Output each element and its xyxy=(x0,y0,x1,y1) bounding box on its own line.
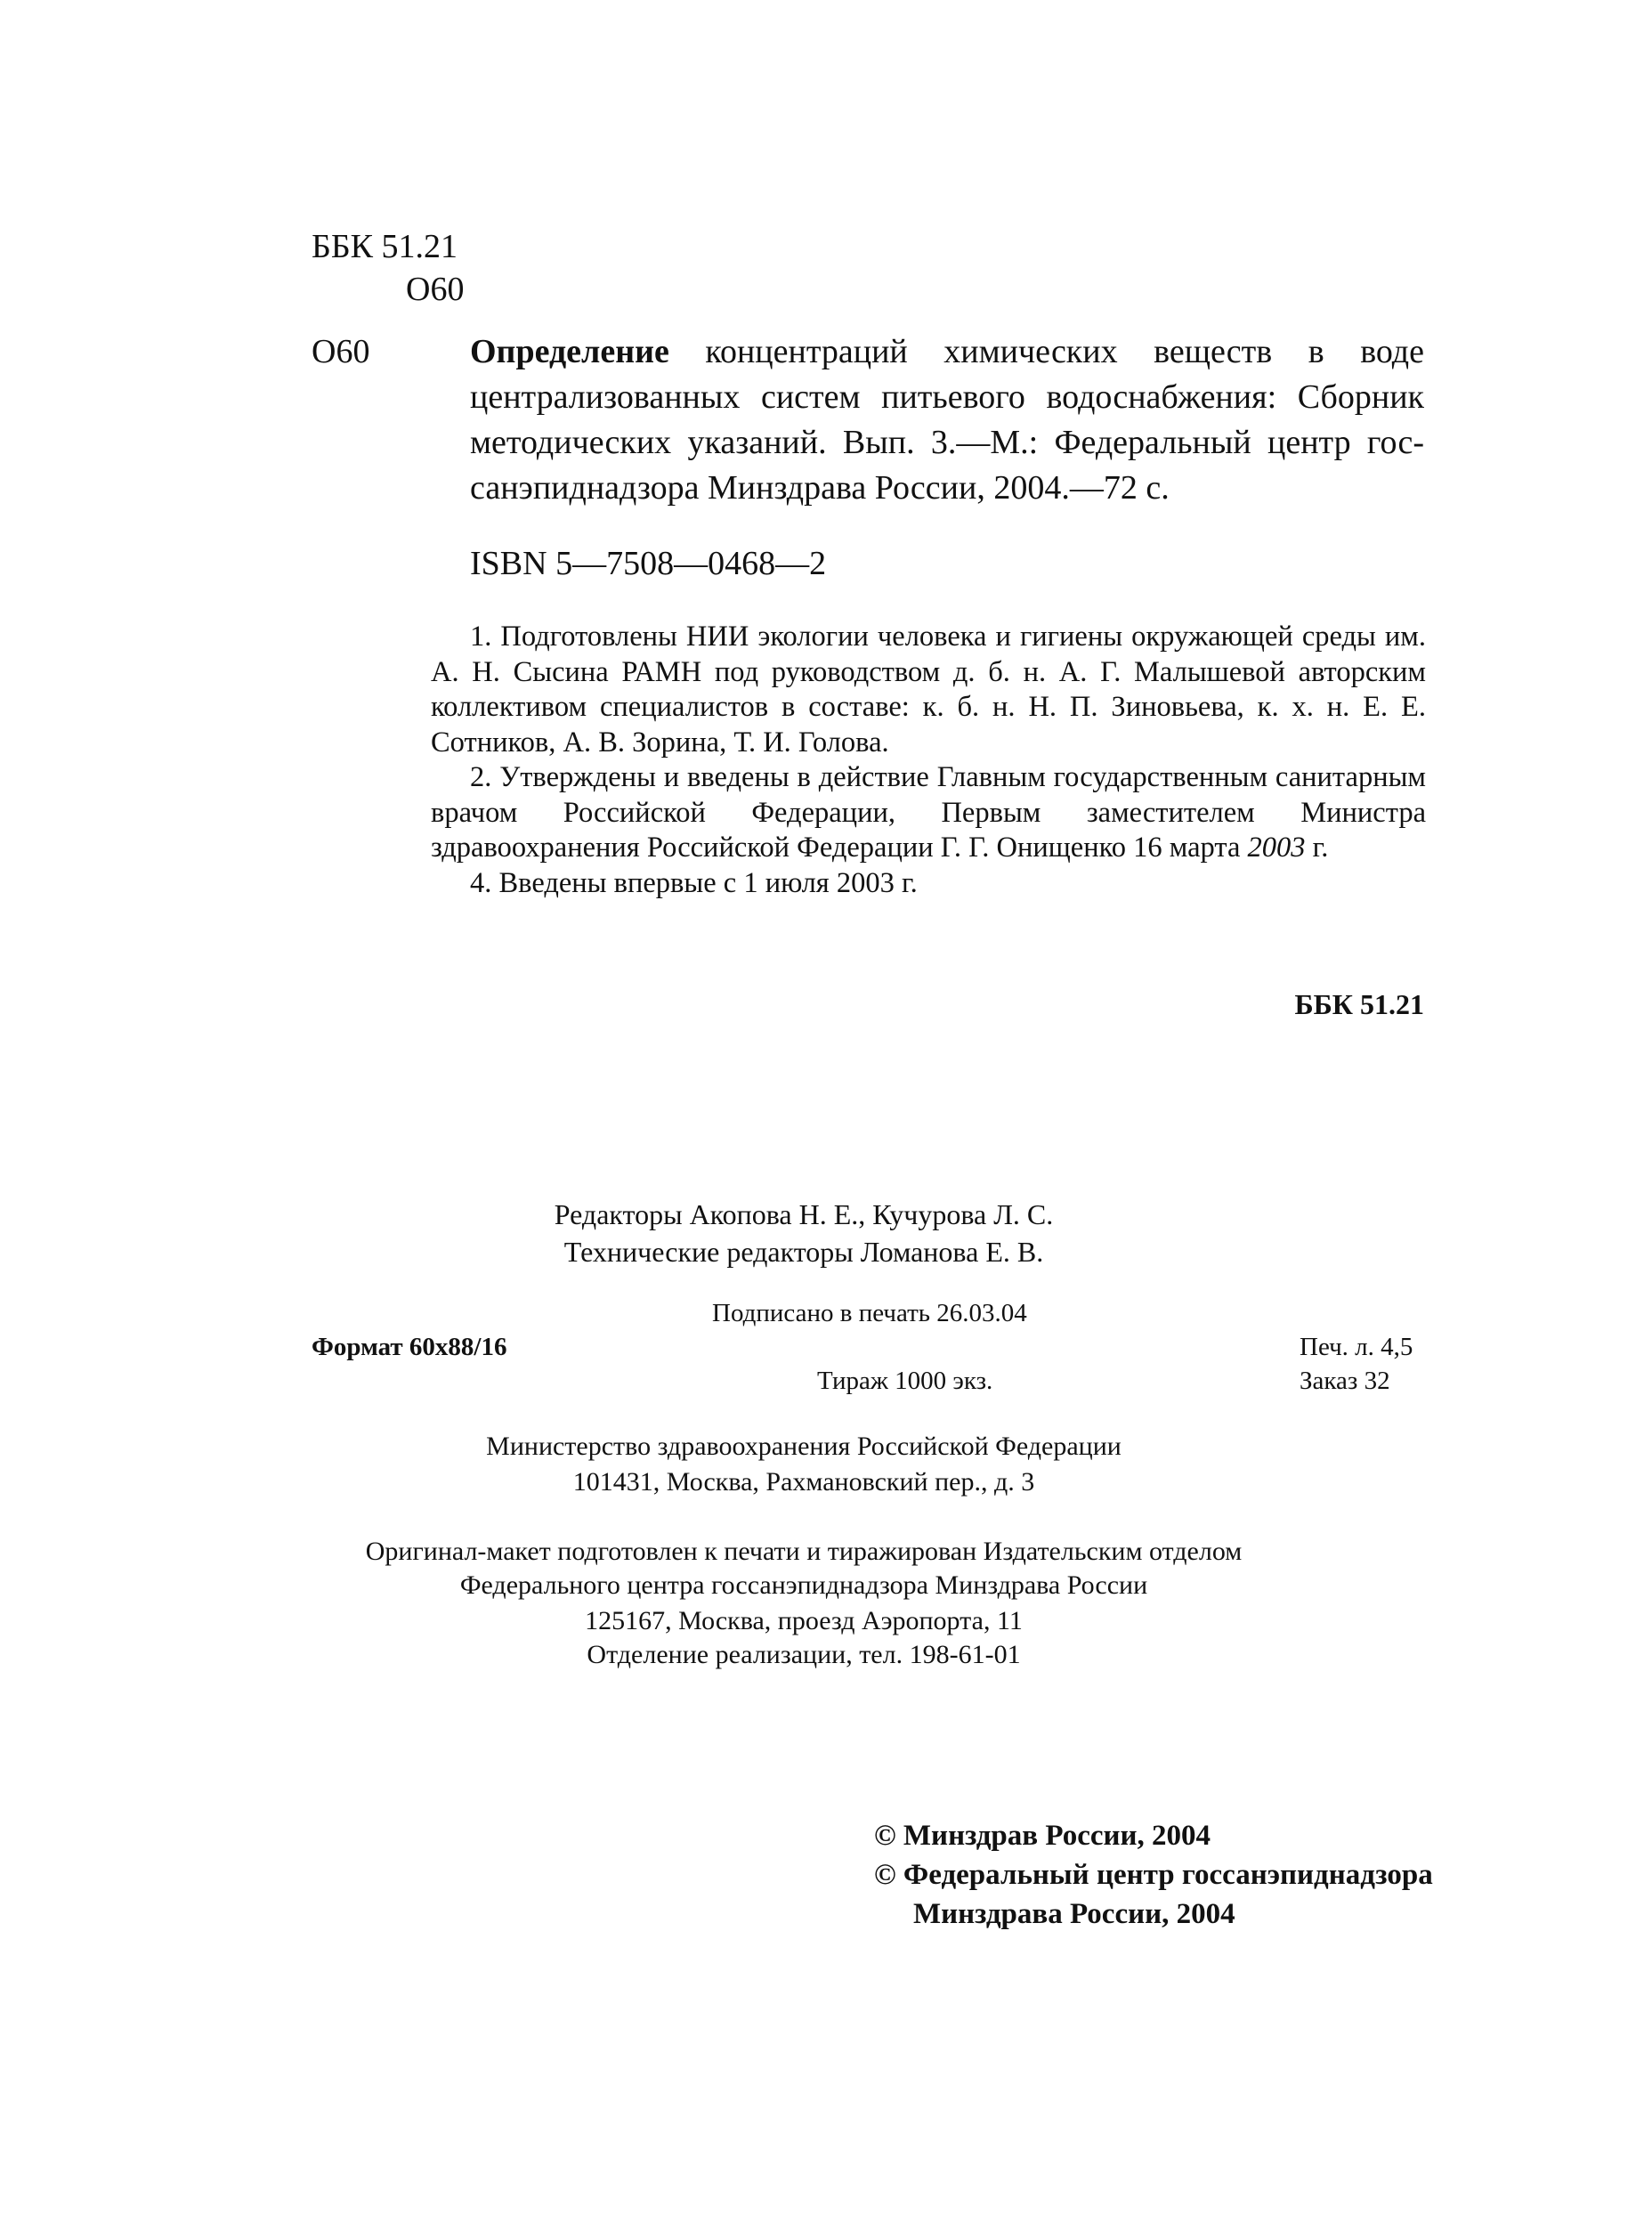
order-number: Заказ 32 xyxy=(1300,1367,1390,1395)
sales-department: Отделение реализации, тел. 198-61-01 xyxy=(587,1640,1021,1669)
ministry-address-row xyxy=(0,1469,1652,1496)
original-line1-row xyxy=(0,1538,1652,1565)
note-item-1: 1. Подготовлены НИИ экологии человека и гигиены окружающей среды им. А. Н. Сысина РАМН под руководством д. б. н. А. Г. Малышевой авторским коллективом специалистов в составе: к. б. н. Н. П. Зиновьева, к. х. н. Е. Е. Сотников, А. В. Зорина, Т. И. Голова. xyxy=(431,621,1426,759)
editors-row xyxy=(0,1200,1652,1229)
ministry: Министерство здравоохранения Российской Федерации xyxy=(486,1432,1122,1461)
bbk-code-bottom: ББК 51.21 xyxy=(1294,988,1424,1020)
annotation-title: Определение xyxy=(470,333,669,370)
note-item-2-year: 2003 xyxy=(1247,832,1306,864)
annotation-text: концентраций химических веществ в воде централизованных систем питьевого водоснабжения: Сборник методических указаний. Вып. 3.—М.: Федеральный центр госсанэпиднадзора Минздрава России, 2004.—72 с. xyxy=(470,333,1424,507)
note-item-2-text: 2. Утверждены и введены в действие Главным государственным санитарным врачом Российской Федерации, Первым заместителем Министра здравоохранения Российской Федерации Г. Г. Онищенко 16 марта xyxy=(431,761,1426,864)
isbn: ISBN 5—7508—0468—2 xyxy=(470,545,827,582)
original-line2: Федерального центра госсанэпиднадзора Минздрава России xyxy=(459,1570,1148,1600)
original-address: 125167, Москва, проезд Аэропорта, 11 xyxy=(585,1606,1023,1635)
copyright-line-2: © Федеральный центр госсанэпиднадзора xyxy=(874,1859,1433,1891)
sales-row xyxy=(0,1642,1652,1668)
original-address-row xyxy=(0,1608,1652,1635)
note-item-4: 4. Введены впервые с 1 июля 2003 г. xyxy=(470,866,918,899)
note-item-2 xyxy=(431,760,1426,866)
notes-block xyxy=(431,620,1426,901)
print-sheets: Печ. л. 4,5 xyxy=(1300,1333,1413,1361)
signed-date: Подписано в печать 26.03.04 xyxy=(712,1299,1027,1327)
tech-editors: Технические редакторы Ломанова Е. В. xyxy=(563,1236,1044,1268)
ministry-row xyxy=(0,1433,1652,1460)
format: Формат 60x88/16 xyxy=(312,1333,507,1361)
ministry-address: 101431, Москва, Рахмановский пер., д. 3 xyxy=(572,1467,1035,1497)
note-item-2-tail: г. xyxy=(1305,832,1329,864)
bbk-code-top: ББК 51.21 xyxy=(312,228,458,265)
annotation-author-mark: О60 xyxy=(312,333,370,370)
print-run: Тираж 1000 экз. xyxy=(817,1367,993,1395)
editors: Редакторы Акопова Н. Е., Кучурова Л. С. xyxy=(554,1198,1054,1230)
author-mark-top: О60 xyxy=(406,271,465,308)
copyright-line-3: Минздрава России, 2004 xyxy=(913,1898,1235,1930)
tech-editors-row xyxy=(0,1237,1652,1266)
original-line1: Оригинал-макет подготовлен к печати и тиражирован Издательским отделом xyxy=(365,1537,1243,1566)
original-line2-row xyxy=(0,1572,1652,1599)
copyright-line-1: © Минздрав России, 2004 xyxy=(874,1820,1211,1852)
annotation-paragraph xyxy=(470,329,1424,511)
